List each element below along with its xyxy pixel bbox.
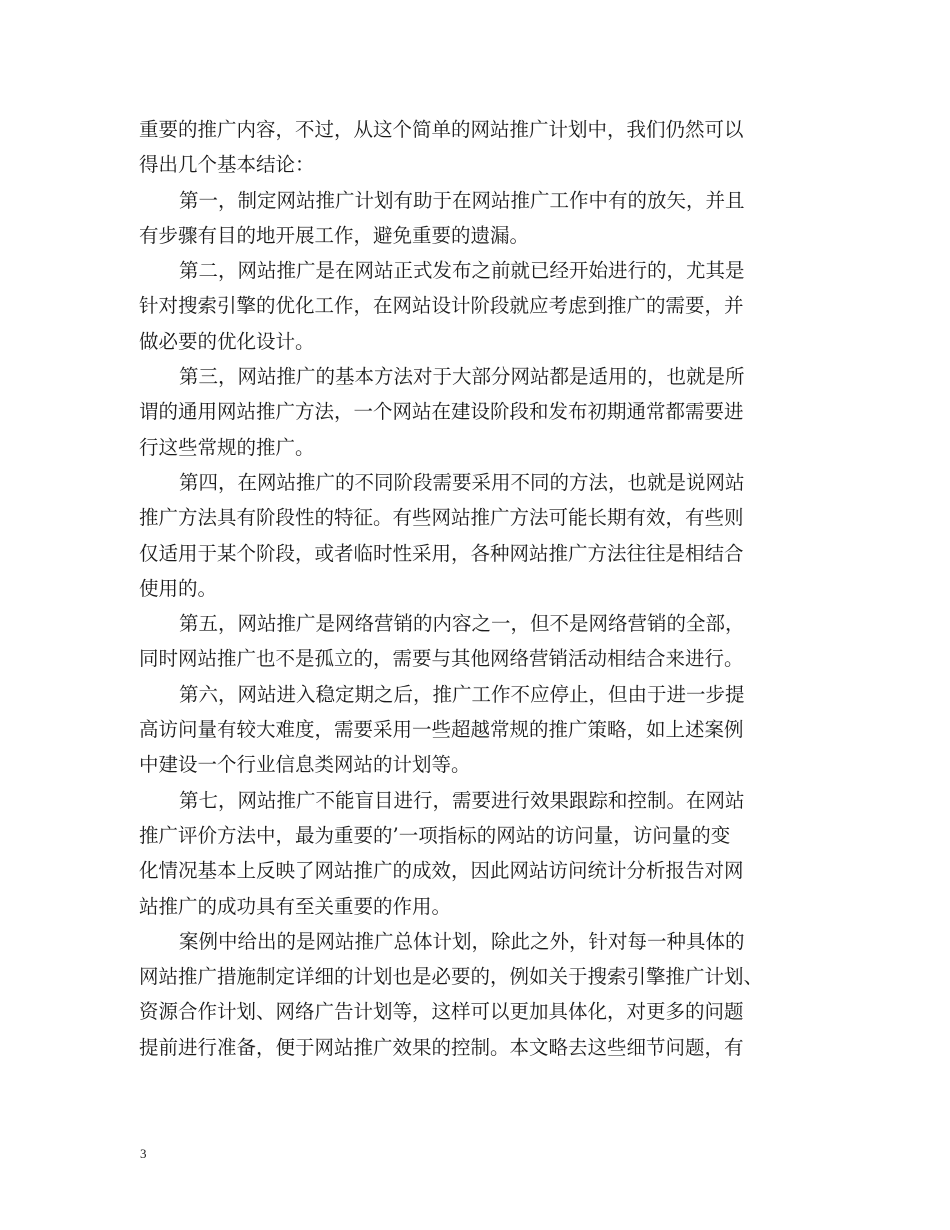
text-line: 中建设一个行业信息类网站的计划等。 (139, 753, 471, 777)
text-line: 第三，网站推广的基本方法对于大部分网站都是适用的，也就是所 (179, 365, 745, 389)
text-line: 第四，在网站推广的不同阶段需要采用不同的方法，也就是说网站 (179, 470, 745, 494)
text-line: 第七，网站推广不能盲目进行，需要进行效果跟踪和控制。在网站 (179, 788, 745, 812)
page-number: 3 (140, 1146, 147, 1161)
text-line: 推广方法具有阶段性的特征。有些网站推广方法可能长期有效，有些则 (139, 506, 744, 530)
text-line: 第二，网站推广是在网站正式发布之前就已经开始进行的，尤其是 (179, 259, 745, 283)
text-line: 做必要的优化设计。 (139, 329, 315, 353)
text-line: 行这些常规的推广。 (139, 435, 315, 459)
text-line: 化情况基本上反映了网站推广的成效，因此网站访问统计分析报告对网 (139, 859, 744, 883)
text-line: 第五，网站推广是网络营销的内容之一，但不是网络营销的全部， (179, 612, 745, 636)
text-line: 使用的。 (139, 576, 218, 600)
text-line: 重要的推广内容，不过，从这个简单的网站推广计划中，我们仍然可以 (139, 118, 744, 141)
text-line: 提前进行准备，便于网站推广效果的控制。本文略去这些细节问题，有 (139, 1035, 744, 1059)
text-line: 网站推广措施制定详细的计划也是必要的，例如关于搜索引擎推广计划、 (139, 965, 764, 989)
text-line: 案例中给出的是网站推广总体计划，除此之外，针对每一种具体的 (179, 929, 745, 953)
text-line: 第一，制定网站推广计划有助于在网站推广工作中有的放矢，并且 (179, 188, 745, 212)
text-line: 同时网站推广也不是孤立的，需要与其他网络营销活动相结合来进行。 (139, 647, 744, 671)
text-line: 站推广的成功具有至关重要的作用。 (139, 894, 452, 918)
text-line: 针对搜索引擎的优化工作，在网站设计阶段就应考虑到推广的需要，并 (139, 294, 744, 318)
body-text (139, 112, 819, 1065)
text-line: 第六，网站进入稳定期之后，推广工作不应停止，但由于进一步提 (179, 682, 745, 706)
text-line: 推广评价方法中，最为重要的’一项指标的网站的访问量，访问量的变 (139, 823, 731, 847)
text-line: 有步骤有目的地开展工作，避免重要的遗漏。 (139, 223, 530, 247)
text-line: 高访问量有较大难度，需要采用一些超越常规的推广策略，如上述案例 (139, 718, 744, 742)
text-line: 谓的通用网站推广方法，一个网站在建设阶段和发布初期通常都需要进 (139, 400, 744, 424)
text-line: 得出几个基本结论： (139, 153, 315, 177)
text-line: 资源合作计划、网络广告计划等，这样可以更加具体化，对更多的问题 (139, 1000, 744, 1024)
text-line: 仅适用于某个阶段，或者临时性采用，各种网站推广方法往往是相结合 (139, 541, 744, 565)
